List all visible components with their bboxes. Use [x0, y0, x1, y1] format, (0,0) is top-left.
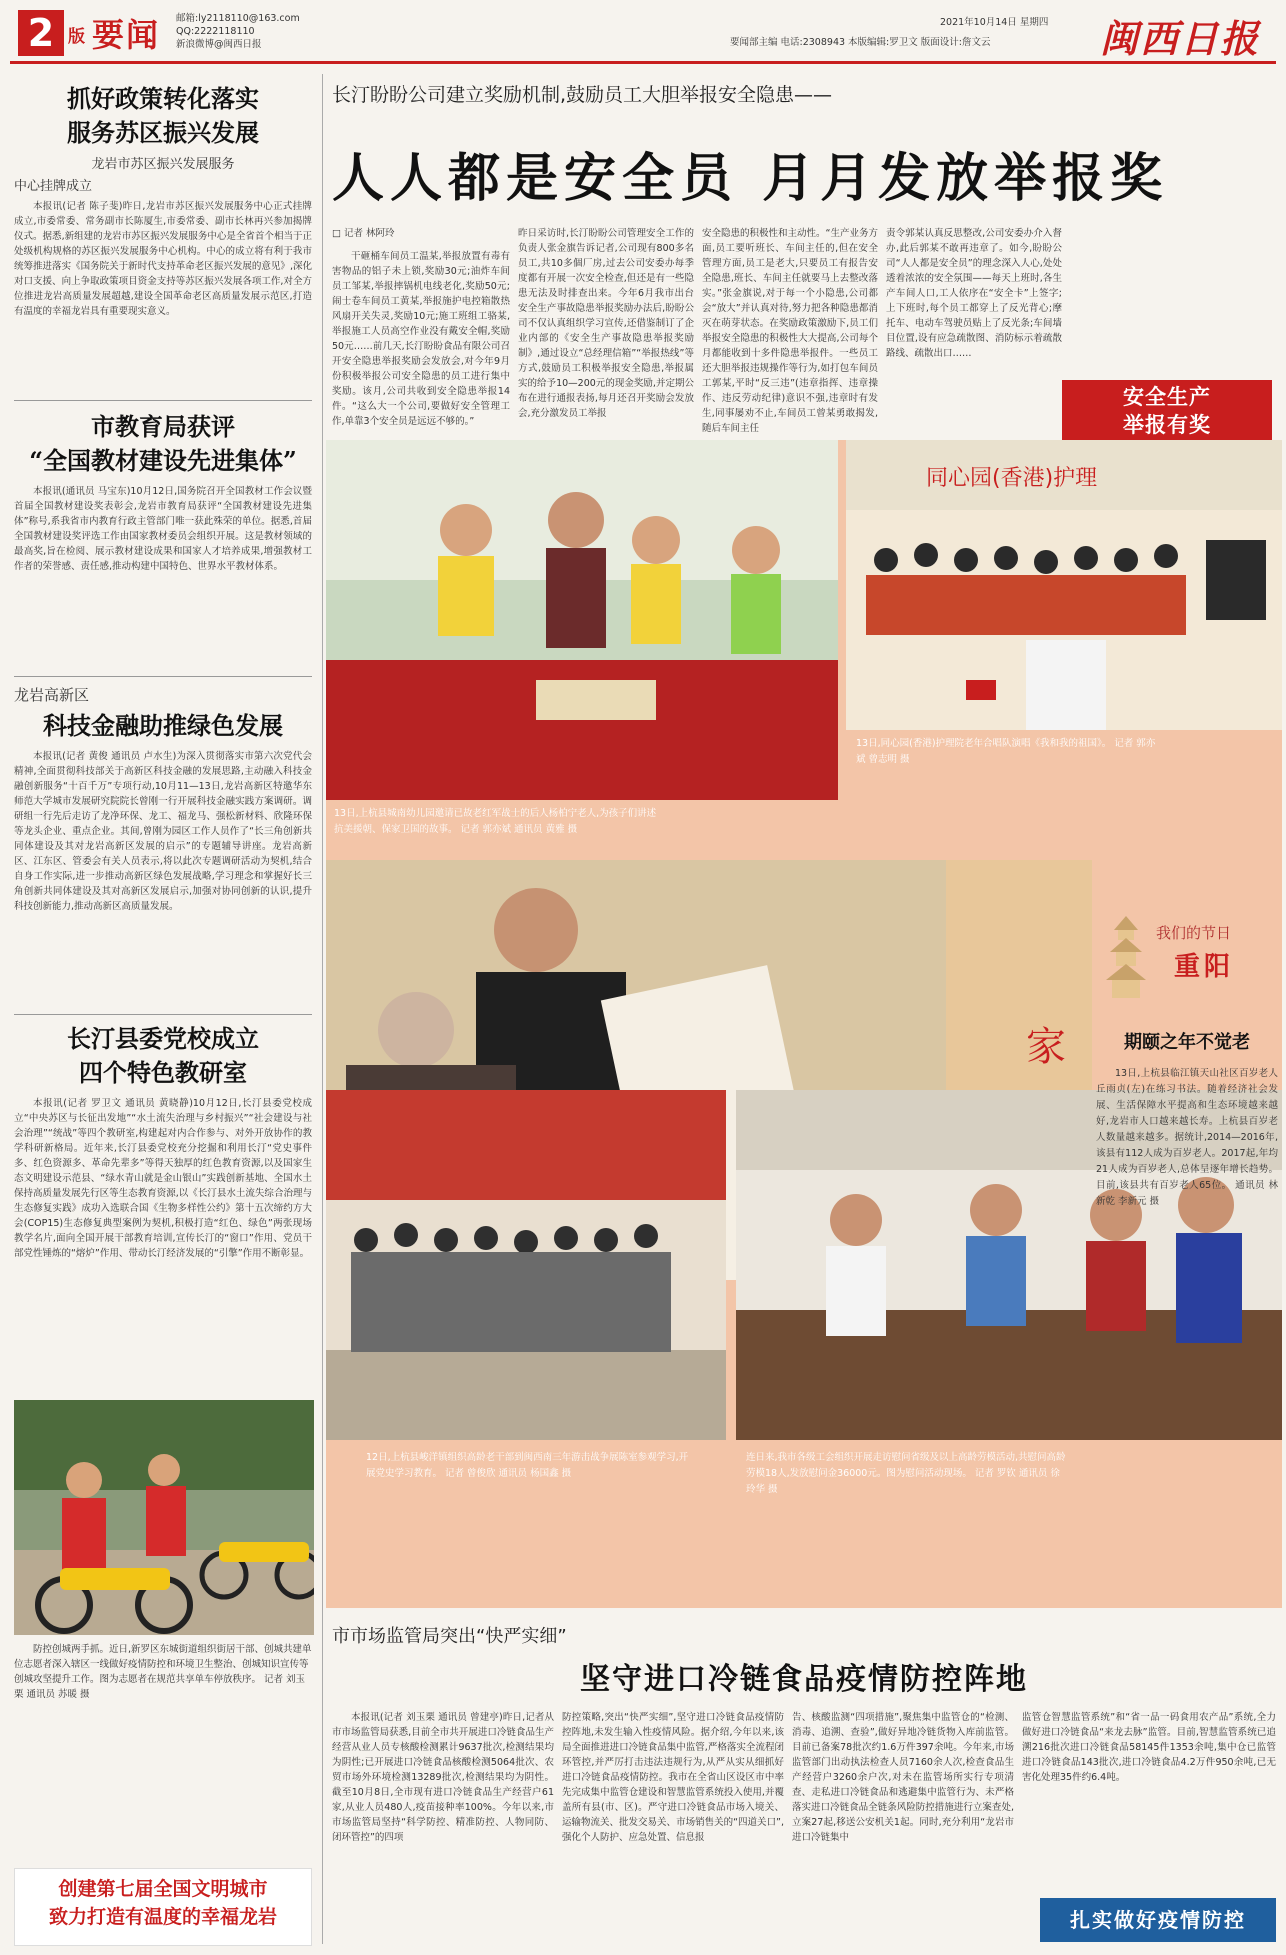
headline: 科技金融助推绿色发展: [43, 711, 283, 740]
bottom-col-4: [1022, 1710, 1276, 1890]
centenarian-headline: 期颐之年不觉老: [1124, 1032, 1250, 1053]
main-col-4: [886, 226, 1272, 376]
column-divider: [14, 1014, 312, 1015]
subheadline-line1: 龙岩市苏区振兴发展服务: [91, 157, 235, 172]
caption-museum: 12日,上杭县峻洋镇组织高龄老干部到闽西南三年游击战争展陈室参观学习,开展党史学习教育。 记者 曾俊欣 通讯员 杨国鑫 摄: [366, 1452, 689, 1479]
epidemic-banner: 扎实做好疫情防控: [1040, 1898, 1276, 1942]
column-rule: [322, 74, 323, 1944]
photo-spread: [326, 440, 1282, 1608]
centenarian-body: 13日,上杭县临江镇天山社区百岁老人丘雨贞(左)在练习书法。随着经济社会发展、生活保障水平提高和生态环境越来越好,龙岩市人口越来越长寿。上杭县百岁老人数量越来越多。据统计,2014—2016年,该县有112人成为百岁老人。2017起,年均21人成为百岁老人,总体呈逐年增长趋势。目前,该县共有百岁老人65位。 通讯员 林新乾 李新元 摄: [1096, 1068, 1278, 1207]
civilization-banner: [14, 1868, 312, 1946]
photo-caption: 防控创城两手抓。近日,新罗区东城街道组织街居干部、创城共建单位志愿者深入辖区一线做好疫情防控和环境卫生整治、创城知识宣传等创城攻坚提升工作。图为志愿者在规范共享单车停放秩序。 记者 刘玉栗 通讯员 苏暖 摄: [14, 1644, 312, 1700]
main-byline: □ 记者 林阿玲: [332, 228, 395, 239]
museum-visit-photo: [326, 1090, 726, 1440]
main-col-1-text: 干砸桶车间员工温某,举报放置有毒有害物品的铝子未上锁,奖励30元;油炸车间员工邹某,举报摔锅机电线老化,奖励50元;闹士卷车间员工黄某,举报施护电控箱散热风扇开关失灵,奖励10元;施工班组工骆某,举报施工人员高空作业没有戴安全帽,奖励50元……前几天,长汀盼盼食品有限公司召开安全隐患举报奖励会发放会,对今年9月份积极举报公司安全隐患的员工进行集中奖励。该月,公司共收到安全隐患举报14件。“这么大一个公司,要做好安全管理工作,单靠3个安全员是远远不够的。”: [332, 251, 510, 427]
bottom-col-3: [792, 1710, 1014, 1845]
column-divider: [14, 676, 312, 677]
bottom-col-2: [562, 1710, 784, 1845]
article-body: 本报讯(通讯员 马宝东)10月12日,国务院召开全国教材工作会议暨首届全国教材建设奖表彰会,龙岩市教育局获评“全国教材建设先进集体”称号,系我省市内教育行政主管部门唯一获此殊荣的单位。据悉,首届全国教材建设奖评选工作由国家教材委员会组织开展。这是教材领域的最高奖,旨在检阅、展示教材建设成果和国家人才培养成果,增强教材工作者的荣誉感、责任感,推动构建中国特色、世界水平教材体系。: [14, 486, 312, 572]
masthead-logo: 闽西日报: [1099, 16, 1260, 61]
headline-line2: 四个特色教研室: [79, 1058, 247, 1087]
red-box-line1: 安全生产: [1123, 385, 1211, 409]
banner-line2: 致力打造有温度的幸福龙岩: [48, 1906, 277, 1928]
article-hightech: [14, 684, 312, 914]
headline-line1: 市教育局获评: [91, 412, 235, 441]
caption-kindergarten: 13日,上杭县城南幼儿园邀请已故老红军战士的后人杨柏宁老人,为孩子们讲述抗美援朝、保家卫国的故事。 记者 郭亦斌 通讯员 黄雅 摄: [334, 808, 657, 835]
choir-image: [846, 440, 1282, 730]
report-reward-box: [1062, 380, 1272, 442]
festival-big-title: 重阳: [1174, 952, 1235, 982]
page-ban-label: 版: [68, 27, 85, 47]
page-number: 2: [18, 10, 64, 56]
bottom-col-2-text: 防控策略,突出“快严实细”,坚守进口冷链食品疫情防控阵地,未发生输入性疫情风险。据介绍,今年以来,该局全面推进进口冷链食品集中监管,严格落实全流程闭环管控,并严厉打击违法违规行为,从严从实从细抓好进口冷链食品疫情防控。我市在全省山区设区市中率先完成集中监管仓建设和智慧监管系统投入使用,并覆盖所有县(市、区)。严守进口冷链食品市场入境关、运输物流关、批发交易关、市场销售关的“四道关口”,强化个人防护、应急处置、信息报: [562, 1712, 784, 1843]
bottom-col-3-text: 告、核酸监测“四项措施”,聚焦集中监管仓的“检测、消毒、追溯、查验”,做好异地冷链货物入库前监管。目前已备案78批次约1.6万件397余吨。今年来,市场监管部门出动执法检查人员7160余人次,检查食品生产经营户3260余户次,对未在监管场所实行专项清查、走私进口冷链食品和逃避集中监管行为、未严格落实进口冷链食品全链条风险防控措施进行立案查处,立案27起,移送公安机关1起。同时,充分利用“龙岩市进口冷链集中: [792, 1712, 1014, 1843]
contact-qq: QQ:2222118110: [176, 26, 255, 37]
bottom-kicker: 市市场监管局突出“快严实细”: [332, 1626, 567, 1647]
museum-visit-image: [326, 1090, 726, 1440]
banner-line1: 创建第七届全国文明城市: [58, 1878, 268, 1900]
volunteer-bike-image: [14, 1400, 314, 1635]
bottom-col-4-text: 监管仓智慧监管系统”和“省一品一码食用农产品”系统,全力做好进口冷链食品“来龙去脉”监管。目前,智慧监管系统已追溯216批次进口冷链食品58145件1353余吨,集中仓已监管进口冷链食品143批次,进口冷链食品4.2万件950余吨,已无害化处理35件约6.4吨。: [1022, 1712, 1276, 1783]
headline-line1: 长汀县委党校成立: [67, 1024, 259, 1053]
bottom-col-1: [332, 1710, 554, 1845]
contact-email: 邮箱:ly2118110@163.com: [176, 13, 300, 24]
editor-credits: 要闻部主编 电话:2308943 本版编辑:罗卫文 版面设计:詹文云: [730, 37, 991, 48]
pagoda-icon: [1096, 912, 1156, 1002]
issue-date: 2021年10月14日 星期四: [940, 17, 1049, 28]
main-headline: 人人都是安全员 月月发放举报奖: [332, 148, 1169, 209]
bottom-col-1-text: 本报讯(记者 刘玉栗 通讯员 曾建亭)昨日,记者从市市场监管局获悉,目前全市共开展进口冷链食品生产经营从业人员专核酸检测累计9637批次,检测结果均为阴性;已开展进口冷链食品核酸检测5064批次、农贸市场外环境检测13289批次,检测结果均为阴性。截至10月8日,全市现有进口冷链食品生产经营户61家,从业人员480人,疫苗接种率100%。今年以来,市市场监管局坚持“科学防控、精准防控、人物同防、闭环管控”的四项: [332, 1712, 554, 1843]
headline-line2: “全国教材建设先进集体”: [29, 446, 297, 475]
kicker: 龙岩高新区: [14, 686, 90, 704]
festival-small-title: 我们的节日: [1156, 924, 1232, 942]
headline-line1: 抓好政策转化落实: [67, 84, 259, 113]
main-col-2: [518, 226, 694, 421]
red-box-line2: 举报有奖: [1123, 413, 1211, 437]
bottom-headline: 坚守进口冷链食品疫情防控阵地: [580, 1662, 1028, 1697]
main-col-2-text: 昨日采访时,长汀盼盼公司管理安全工作的负责人张金旗告诉记者,公司现有800多名员工,共10多個厂房,过去公司安委办每季度都有开展一次安全检查,但还是有一些隐患无法及时排查出来。今年6月我市出台安全生产事故隐患举报奖励办法后,盼盼公司不仅认真组织学习宣传,还借鉴制订了企业内部的《安全生产事故隐患举报奖励制》,通过设立“总经理信箱”“举报热线”等方式,鼓励员工积极举报安全隐患,举报属实的给予10—200元的现金奖励,并定期公布在进行通报表扬,每月还召开奖励会发放会,充分激发员工举报: [518, 228, 694, 419]
main-kicker: 长汀盼盼公司建立奖励机制,鼓励员工大胆举报安全隐患——: [332, 84, 833, 106]
kindergarten-image: [326, 440, 838, 800]
caption-choir: 13日,同心园(香港)护理院老年合唱队演唱《我和我的祖国》。 记者 郭亦斌 曾志明 摄: [856, 738, 1156, 765]
section-title: 要闻: [92, 16, 161, 54]
column-divider: [14, 400, 312, 401]
contact-info: [176, 12, 300, 51]
main-col-4-text: 责令郭某认真反思整改,公司安委办介入督办,此后郭某不敢再违章了。如今,盼盼公司“人人都是安全员”的理念深入人心,处处透着浓浓的安全氛围——每天上班时,各生产车间人口,工人依序在“安全卡”上签字;上下班时,每个员工都穿上了反光背心;摩托车、电动车驾驶员贴上了反光条;车间墙目位置,设有应急疏散图、消防标示着疏散路线、疏散出口……: [886, 228, 1062, 359]
page-header: [10, 6, 1276, 64]
kindergarten-photo: [326, 440, 838, 800]
article-education: [14, 410, 312, 574]
sign-text: 同心园(香港)护理: [926, 466, 1098, 491]
headline-line2: 服务苏区振兴发展: [67, 118, 259, 147]
choir-photo: [846, 440, 1282, 730]
main-col-3: [702, 226, 878, 436]
article-party-school: [14, 1022, 312, 1261]
subheadline-line2: 中心挂牌成立: [14, 179, 93, 194]
main-col-1: [332, 226, 510, 429]
festival-logo: [1096, 912, 1278, 1002]
article-body: 本报讯(记者 罗卫文 通讯员 黄晓静)10月12日,长汀县委党校成立“中央苏区与长征出发地”“水土流失治理与乡村振兴”“社会建设与社会治理”“统战”等四个教研室,构建起对内合作参与、对外开放协作的教学科研新格局。近年来,长汀县委党校充分挖掘和利用长汀“党史事件多、红色资源多、革命先辈多”等得天独厚的红色教育资源,以及国家生态文明建设示范县、“绿水青山就是金山银山”实践创新基地、全国水土保持高质量发展先行区等生态教育资源,以《长汀县水土流失综合治理与生态修复实践》成功入选联合国《生物多样性公约》第十五次缔约方大会(COP15)生态修复典型案例为契机,积极打造“红色、绿色”两张现场教学名片,面向全国开展干部教育培训,宣传长汀的“窗口”作用、党员干部党性锤炼的“熔炉”作用、带动长汀经济发展的“引擎”作用不断彰显。: [14, 1098, 312, 1259]
contact-weibo: 新浪微博@闽西日报: [176, 39, 262, 50]
main-col-3-text: 安全隐患的积极性和主动性。“生产业务方面,员工要听班长、车间主任的,但在安全管理方面,员工是老大,只要员工有报告安全隐患,班长、车间主任就要马上去整改落实。”张金旗说,对于每一个小隐患,公司都会“放大”并认真对待,努力把各种隐患都消灭在萌芽状态。在奖励政策激励下,员工们举报安全隐患的积极性大大提高,公司每个月都能收到十多件隐患举报件。一些员工还大胆举报违规操作等行为,如打包车间员工郭某,平时“反三违”(违章指挥、违章操作、违反劳动纪律)意识不强,违章时有发生,同事屡劝不止,车间员工曾某勇敢揭发,随后车间主任: [702, 228, 878, 434]
volunteer-bike-photo: [14, 1400, 314, 1635]
wall-sign-text: 家: [1026, 1024, 1066, 1070]
article-body: 本报讯(记者 陈子斐)昨日,龙岩市苏区振兴发展服务中心正式挂牌成立,市委常委、常务副市长陈厦生,市委常委、副市长林再兴参加揭牌仪式。据悉,新组建的龙岩市苏区振兴发展服务中心是全省首个相当于正处级机构规格的苏区振兴发展服务中心机构。中心的成立将有利于我市统筹推进落实《国务院关于新时代支持革命老区振兴发展的意见》,深化对口支援、向上争取政策项目资金支持等苏区振兴发展各项工作,对全方位推进龙岩高质量发展超越,建设全国革命老区高质量发展示范区,打造有温度的幸福龙岩具有重要现实意义。: [14, 201, 312, 317]
caption-labor-model: 连日来,我市各级工会组织开展走访慰问省级及以上高龄劳模活动,共慰问高龄劳模18人,发放慰问金36000元。图为慰问活动现场。 记者 罗钦 通讯员 徐玲华 摄: [746, 1452, 1066, 1495]
article-body: 本报讯(记者 黄俊 通讯员 卢水生)为深入贯彻落实市第六次党代会精神,全面贯彻科技部关于高新区科技金融的发展思路,主动融入科技金融创新服务“十百千万”专项行动,10月11—13日,龙岩高新区特邀华东师范大学城市发展研究院院长曾刚一行开展科技金融实践方案调研。调研组一行先后走访了龙净环保、龙工、福龙马、强松新材料、欣隆环保等龙头企业、重点企业。其间,曾刚为园区工作人员作了“长三角创新共同体建设及其对龙岩高新区发展的启示”的专题辅导讲座。龙岩高新区、江东区、管委会有关人员表示,将以此次专题调研活动为契机,结合自身工作实际,进一步推动高新区绿色发展战略,学习理念和掌握好长三角创新共同体建设及其对高新区发展启示,加强对协同创新的认识,提升科技创新能力,推动高新区高质量发展。: [14, 751, 312, 912]
article-suqu: [14, 82, 312, 319]
